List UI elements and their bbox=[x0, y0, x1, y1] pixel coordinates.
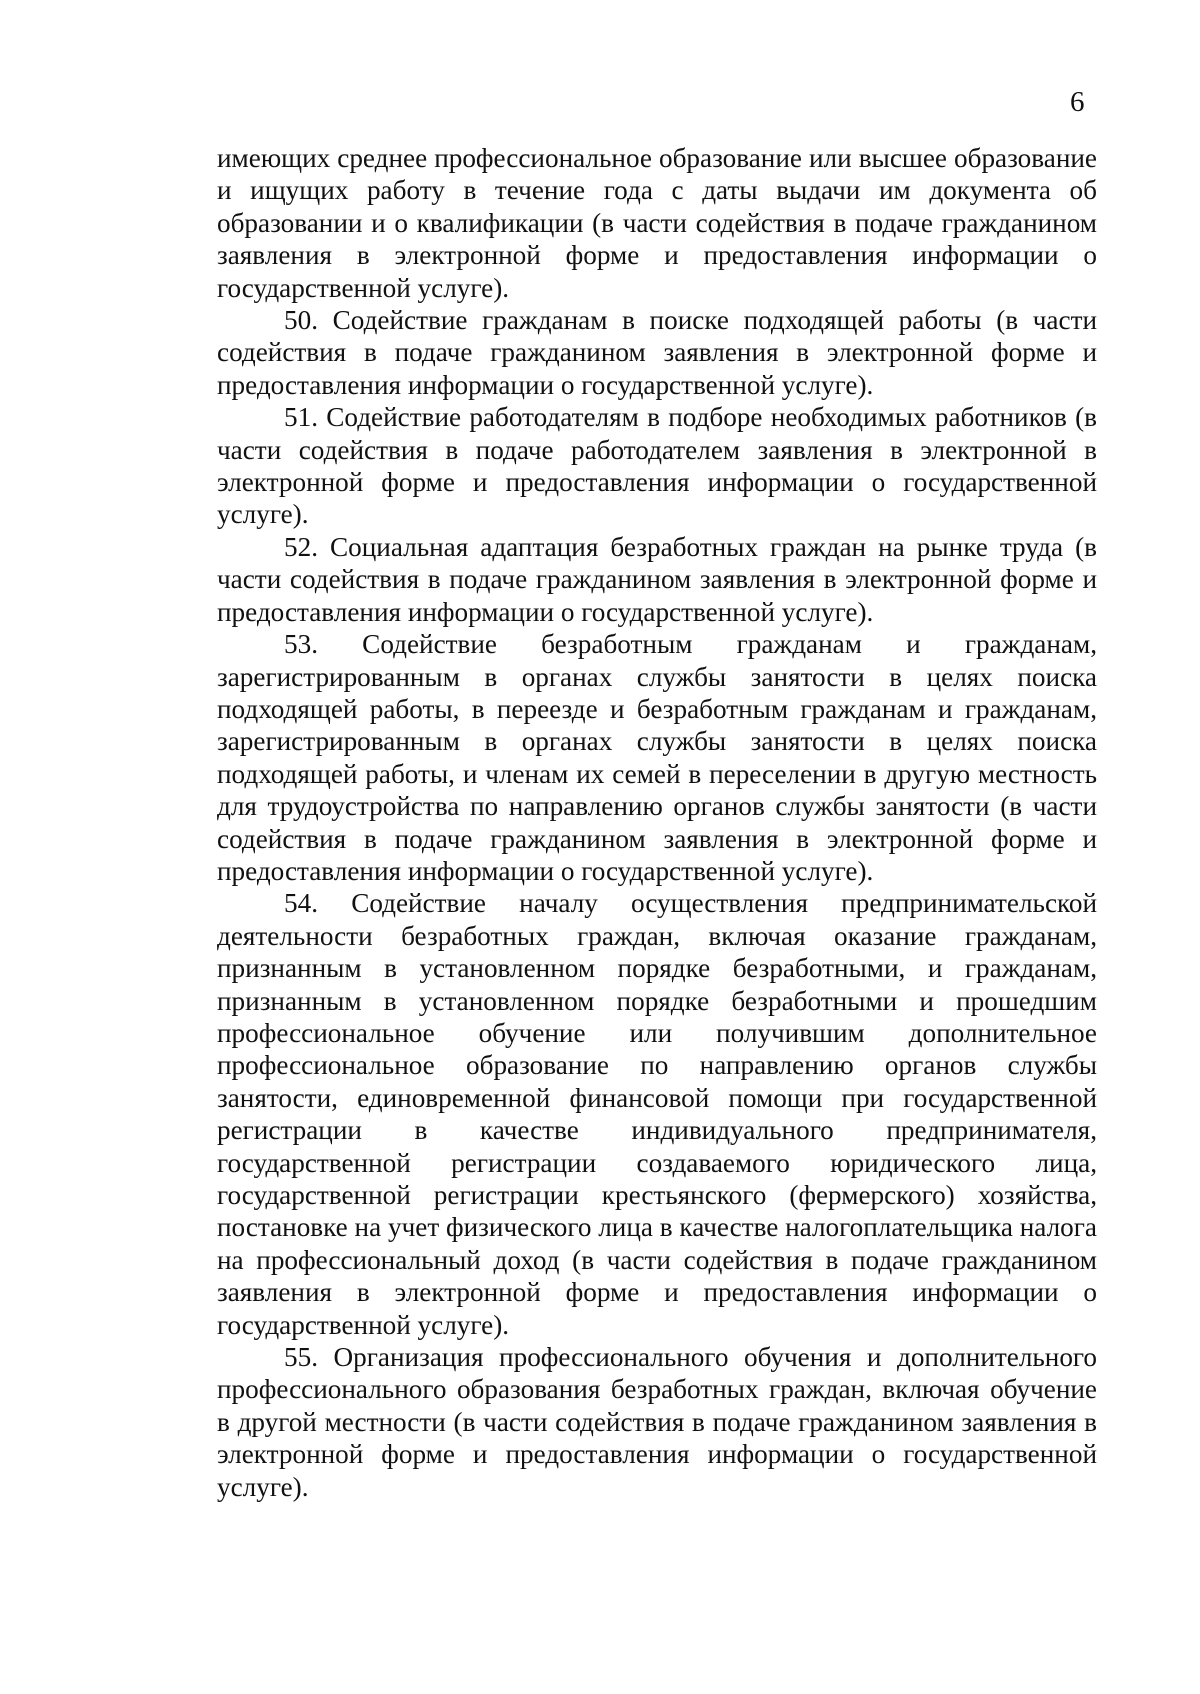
page-number: 6 bbox=[1070, 86, 1085, 118]
paragraph-item-50: 50. Содействие гражданам в поиске подходящей работы (в части содействия в подаче гражданином заявления в электронной форме и предоставления информации о государственной услуге). bbox=[217, 305, 1097, 400]
paragraph-continuation: имеющих среднее профессиональное образование или высшее образование и ищущих работу в течение года с даты выдачи им документа об образовании и о квалификации (в части содействия в подаче гражданином заявления в электронной форме и предоставления информации о государственной услуге). bbox=[217, 143, 1097, 303]
paragraph-item-55: 55. Организация профессионального обучения и дополнительного профессионального образования безработных граждан, включая обучение в другой местности (в части содействия в подаче гражданином заявления в электронной форме и предоставления информации о государственной услуге). bbox=[217, 1342, 1097, 1502]
paragraph-item-53: 53. Содействие безработным гражданам и гражданам, зарегистрированным в органах службы занятости в целях поиска подходящей работы, в переезде и безработным гражданам и гражданам, зарегистрированным в органах службы занятости в целях поиска подходящей работы, и членам их семей в переселении в другую местность для трудоустройства по направлению органов службы занятости (в части содействия в подаче гражданином заявления в электронной форме и предоставления информации о государственной услуге). bbox=[217, 629, 1097, 886]
paragraph-item-51: 51. Содействие работодателям в подборе необходимых работников (в части содействия в подаче работодателем заявления в электронной в электронной форме и предоставления информации о государственной услуге). bbox=[217, 402, 1097, 530]
document-body bbox=[217, 142, 1097, 1503]
paragraph-item-52: 52. Социальная адаптация безработных граждан на рынке труда (в части содействия в подаче гражданином заявления в электронной форме и предоставления информации о государственной услуге). bbox=[217, 531, 1097, 627]
paragraph-item-54: 54. Содействие началу осуществления предпринимательской деятельности безработных граждан, включая оказание гражданам, признанным в установленном порядке безработными, и гражданам, признанным в установленном порядке безработными и прошедшим профессиональное обучение или получившим дополнительное профессиональное образование по направлению органов службы занятости, единовременной финансовой помощи при государственной регистрации в качестве индивидуального предпринимателя, государственной регистрации создаваемого юридического лица, государственной регистрации крестьянского (фермерского) хозяйства, постановке на учет физического лица в качестве налогоплательщика налога на профессиональный доход (в части содействия в подаче гражданином заявления в электронной форме и предоставления информации о государственной услуге). bbox=[217, 888, 1097, 1340]
